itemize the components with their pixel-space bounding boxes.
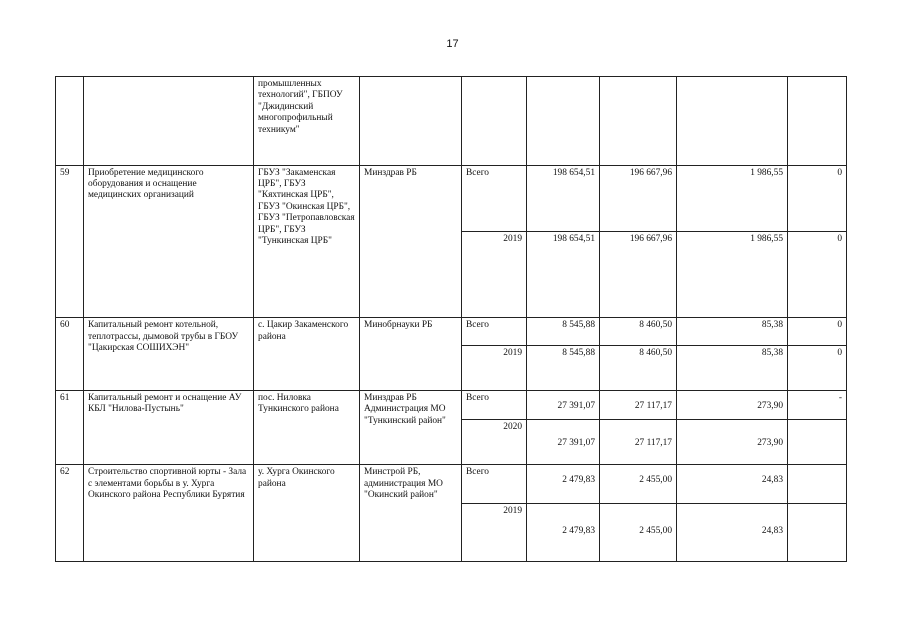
cell-location: ГБУЗ "Закаменская ЦРБ", ГБУЗ "Кяхтинская ЦРБ", ГБУЗ "Окинская ЦРБ", ГБУЗ "Петропавловская ЦРБ", ГБУЗ "Тункинская ЦРБ" (254, 165, 360, 318)
cell-federal: 27 117,17 (600, 420, 677, 465)
table-row (56, 465, 847, 504)
cell-name: Капитальный ремонт котельной, теплотрассы, дымовой трубы в ГБОУ "Цакирская СОШИХЭН" (84, 318, 254, 390)
cell-federal: 8 460,50 (600, 318, 677, 346)
cell-period: Всего (462, 165, 527, 231)
cell-total: 27 391,07 (527, 390, 600, 420)
table-row (56, 77, 847, 166)
cell-total (527, 77, 600, 166)
cell-federal: 196 667,96 (600, 231, 677, 318)
cell-agency: Минздрав РБ (360, 165, 462, 318)
cell-regional (677, 77, 788, 166)
cell-period (462, 77, 527, 166)
cell-period: 2019 (462, 503, 527, 561)
cell-period: Всего (462, 390, 527, 420)
cell-period: Всего (462, 465, 527, 504)
cell-local: - (788, 390, 847, 420)
cell-local: 0 (788, 318, 847, 346)
cell-total: 198 654,51 (527, 231, 600, 318)
cell-period: 2020 (462, 420, 527, 465)
cell-period: 2019 (462, 345, 527, 390)
cell-regional: 24,83 (677, 465, 788, 504)
cell-location: с. Цакир Закаменского района (254, 318, 360, 390)
cell-regional: 1 986,55 (677, 231, 788, 318)
cell-federal (600, 77, 677, 166)
cell-period: 2019 (462, 231, 527, 318)
cell-federal: 2 455,00 (600, 465, 677, 504)
cell-regional: 85,38 (677, 345, 788, 390)
cell-no: 60 (56, 318, 84, 390)
cell-name: Строительство спортивной юрты - Зала с элементами борьбы в у. Хурга Окинского района Республики Бурятия (84, 465, 254, 562)
cell-federal: 2 455,00 (600, 503, 677, 561)
cell-agency: Минобрнауки РБ (360, 318, 462, 390)
cell-local (788, 503, 847, 561)
cell-location: пос. Ниловка Тункинского района (254, 390, 360, 464)
cell-agency: Минздрав РБ Администрация МО "Тункинский район" (360, 390, 462, 464)
table-row (56, 318, 847, 346)
cell-period: Всего (462, 318, 527, 346)
cell-regional: 24,83 (677, 503, 788, 561)
cell-regional: 85,38 (677, 318, 788, 346)
cell-regional: 273,90 (677, 390, 788, 420)
cell-local: 0 (788, 231, 847, 318)
table-row (56, 165, 847, 231)
cell-federal: 196 667,96 (600, 165, 677, 231)
cell-no: 61 (56, 390, 84, 464)
cell-total: 27 391,07 (527, 420, 600, 465)
cell-no: 62 (56, 465, 84, 562)
cell-agency: Минстрой РБ, администрация МО "Окинский район" (360, 465, 462, 562)
cell-total: 2 479,83 (527, 465, 600, 504)
cell-local (788, 465, 847, 504)
cell-local: 0 (788, 345, 847, 390)
cell-location: промышленных технологий", ГБПОУ "Джидинский многопрофильный техникум" (254, 77, 360, 166)
cell-local (788, 420, 847, 465)
cell-local (788, 77, 847, 166)
cell-regional: 1 986,55 (677, 165, 788, 231)
table-row (56, 390, 847, 420)
cell-name (84, 77, 254, 166)
budget-table (55, 76, 847, 562)
cell-agency (360, 77, 462, 166)
cell-location: у. Хурга Окинского района (254, 465, 360, 562)
cell-federal: 8 460,50 (600, 345, 677, 390)
cell-total: 198 654,51 (527, 165, 600, 231)
cell-total: 2 479,83 (527, 503, 600, 561)
cell-name: Капитальный ремонт и оснащение АУ КБЛ "Нилова-Пустынь" (84, 390, 254, 464)
cell-no: 59 (56, 165, 84, 318)
cell-federal: 27 117,17 (600, 390, 677, 420)
cell-name: Приобретение медицинского оборудования и оснащение медицинских организаций (84, 165, 254, 318)
cell-total: 8 545,88 (527, 318, 600, 346)
cell-regional: 273,90 (677, 420, 788, 465)
cell-no (56, 77, 84, 166)
page-number: 17 (446, 38, 459, 50)
cell-total: 8 545,88 (527, 345, 600, 390)
cell-local: 0 (788, 165, 847, 231)
